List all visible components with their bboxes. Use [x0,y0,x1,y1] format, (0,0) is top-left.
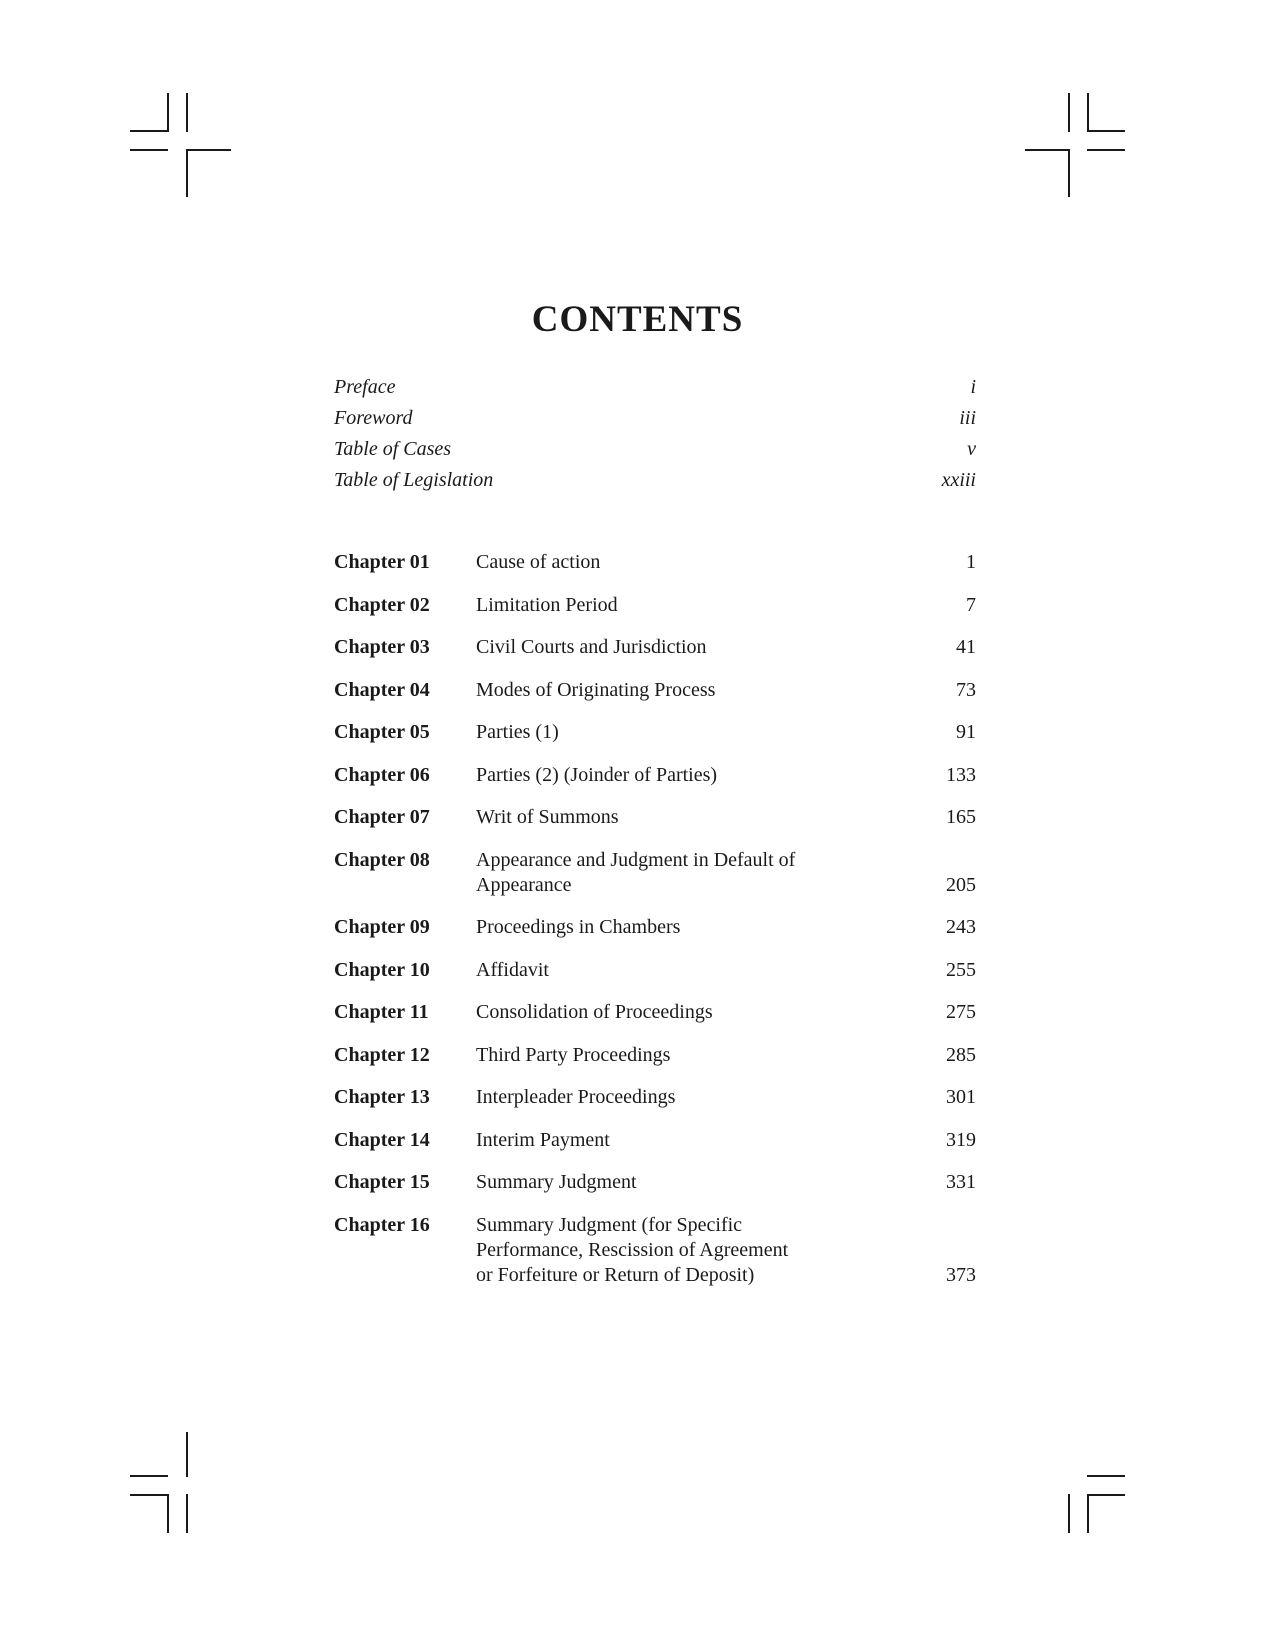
chapter-title: Summary Judgment (for Specific Performance, Rescission of Agreement or Forfeiture or Return of Deposit) [476,1213,789,1286]
front-matter-label: Preface [334,376,396,398]
chapter-page: 165 [946,806,976,828]
chapter-entry [334,1085,976,1110]
chapter-entry [334,763,976,788]
chapter-page: 73 [956,678,976,701]
front-matter-list [334,372,976,496]
chapter-entry [334,1000,976,1025]
chapter-label: Chapter 13 [334,1086,430,1108]
chapter-label: Chapter 14 [334,1128,430,1151]
chapter-title: Parties (2) (Joinder of Parties) [476,763,718,786]
chapter-title: Limitation Period [476,593,618,616]
crop-mark [1068,149,1070,197]
chapter-page: 91 [956,721,976,743]
chapter-label: Chapter 12 [334,1043,430,1066]
chapter-label: Chapter 09 [334,916,430,938]
crop-mark [186,1494,188,1533]
front-matter-item [334,372,976,403]
chapter-entry [334,1213,976,1288]
chapter-page: 41 [956,636,976,658]
chapter-entry [334,848,976,898]
chapter-entry [334,1170,976,1195]
front-matter-page: iii [959,407,976,429]
chapter-entry [334,915,976,940]
crop-mark [130,130,168,132]
chapter-entry [334,550,976,575]
chapter-label: Chapter 05 [334,721,430,743]
chapter-title: Appearance and Judgment in Default of Appearance [476,848,796,896]
crop-mark [1087,1494,1089,1533]
front-matter-label: Table of Legislation [334,469,494,491]
front-matter-page: xxiii [941,469,976,491]
chapter-entry [334,678,976,703]
chapter-label: Chapter 03 [334,636,430,658]
crop-mark [186,149,231,151]
crop-mark [1087,93,1089,132]
chapter-entry [334,635,976,660]
chapter-entry [334,593,976,618]
chapter-title: Interpleader Proceedings [476,1086,676,1108]
chapter-entry [334,805,976,830]
chapter-label: Chapter 11 [334,1001,429,1023]
crop-mark [1068,1494,1070,1533]
chapter-title: Parties (1) [476,721,559,743]
page-title: CONTENTS [531,299,744,340]
chapter-title: Affidavit [476,958,549,981]
chapter-title: Modes of Originating Process [476,678,716,701]
front-matter-item [334,465,976,496]
crop-mark [1068,93,1070,132]
chapter-title: Interim Payment [476,1128,610,1151]
crop-mark [167,93,169,132]
chapter-page: 1 [966,551,976,573]
chapter-label: Chapter 02 [334,593,430,616]
crop-mark [130,1494,168,1496]
chapter-entry [334,958,976,983]
crop-mark [186,93,188,132]
chapter-page: 133 [946,763,976,786]
front-matter-page: i [970,376,976,398]
chapter-page: 331 [946,1171,976,1193]
chapter-label: Chapter 08 [334,848,430,871]
chapter-title: Cause of action [476,551,601,573]
chapter-title: Summary Judgment [476,1171,637,1193]
crop-mark [130,1475,168,1477]
chapter-list [334,550,976,1305]
chapter-label: Chapter 16 [334,1213,430,1236]
front-matter-label: Foreword [334,407,413,429]
crop-mark [1087,1475,1125,1477]
chapter-page: 373 [946,1263,976,1286]
chapter-label: Chapter 07 [334,806,430,828]
chapter-title: Third Party Proceedings [476,1043,671,1066]
chapter-page: 301 [946,1086,976,1108]
crop-mark [1025,149,1070,151]
chapter-label: Chapter 04 [334,678,430,701]
crop-mark [1087,149,1125,151]
chapter-label: Chapter 15 [334,1171,430,1193]
chapter-entry [334,1128,976,1153]
chapter-title: Writ of Summons [476,806,619,828]
chapter-page: 275 [946,1001,976,1023]
chapter-title: Proceedings in Chambers [476,916,681,938]
chapter-label: Chapter 06 [334,763,430,786]
front-matter-label: Table of Cases [334,438,452,460]
crop-mark [130,149,168,151]
chapter-page: 243 [946,916,976,938]
chapter-entry [334,720,976,745]
chapter-label: Chapter 10 [334,958,430,981]
chapter-page: 319 [946,1128,976,1151]
chapter-title: Consolidation of Proceedings [476,1001,713,1023]
front-matter-page: v [967,438,976,460]
chapter-page: 7 [966,593,976,616]
chapter-title: Civil Courts and Jurisdiction [476,636,707,658]
chapter-page: 285 [946,1043,976,1066]
front-matter-item [334,434,976,465]
crop-mark [186,149,188,197]
chapter-page: 255 [946,958,976,981]
chapter-page: 205 [946,873,976,896]
chapter-label: Chapter 01 [334,551,430,573]
crop-mark [1087,1494,1125,1496]
crop-mark [167,1494,169,1533]
crop-mark [1087,130,1125,132]
chapter-entry [334,1043,976,1068]
crop-mark [186,1432,188,1477]
front-matter-item [334,403,976,434]
